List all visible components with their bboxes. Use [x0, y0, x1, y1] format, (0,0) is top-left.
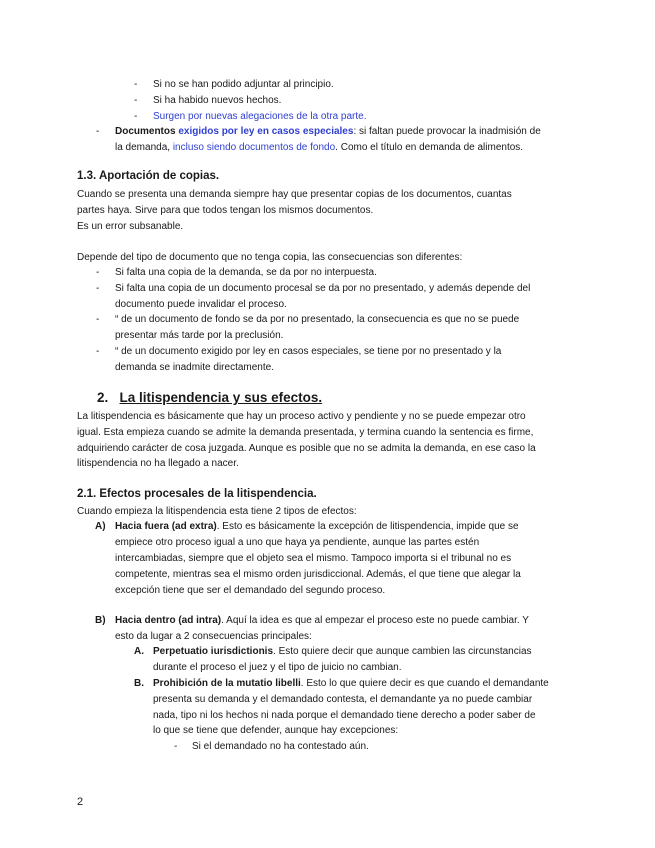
- list-item: Documentos exigidos por ley en casos especiales: si faltan puede provocar la inadmisión de: [115, 126, 541, 137]
- list-item-continuation: empiece otro proceso igual a uno que haya ya pendiente, aunque las partes estén: [115, 537, 480, 548]
- list-dash: -: [96, 267, 100, 278]
- list-item-continuation: esto da lugar a 2 consecuencias principales:: [115, 631, 312, 642]
- list-item: “ de un documento exigido por ley en casos especiales, se tiene por no presentado y la: [115, 346, 502, 357]
- list-dash: -: [134, 111, 138, 122]
- list-item-continuation: demanda se inadmite directamente.: [115, 362, 274, 373]
- list-item: Si falta una copia de la demanda, se da por no interpuesta.: [115, 267, 377, 278]
- paragraph-line: Cuando empieza la litispendencia esta tiene 2 tipos de efectos:: [77, 506, 357, 517]
- section-heading: 1.3. Aportación de copias.: [77, 170, 220, 182]
- list-item-continuation: durante el proceso el juez y el tipo de juicio no cambian.: [153, 662, 402, 673]
- list-dash: -: [174, 741, 178, 752]
- list-marker: A): [95, 521, 106, 532]
- paragraph-line: litispendencia no ha llegado a nacer.: [77, 458, 239, 469]
- list-item: Prohibición de la mutatio libelli. Esto lo que quiere decir es que cuando el demandante: [153, 678, 549, 689]
- list-item: Hacia fuera (ad extra). Esto es básicamente la excepción de litispendencia, impide que se: [115, 521, 519, 532]
- list-item: Surgen por nuevas alegaciones de la otra parte.: [153, 111, 367, 122]
- paragraph-line: Es un error subsanable.: [77, 221, 184, 232]
- list-marker: B): [95, 615, 106, 626]
- list-dash: -: [96, 314, 100, 325]
- list-dash: -: [96, 346, 100, 357]
- list-item-continuation: lo que se tiene que defender, aunque hay excepciones:: [153, 725, 399, 736]
- list-dash: -: [96, 126, 100, 137]
- list-dash: -: [96, 283, 100, 294]
- list-item-continuation: nada, tipo ni los hechos ni nada porque el demandado tiene derecho a poder saber de: [153, 710, 536, 721]
- list-item-continuation: presenta su demanda y el demandado contesta, el demandante ya no puede cambiar: [153, 694, 533, 705]
- paragraph-line: La litispendencia es básicamente que hay un proceso activo y pendiente y no se puede empezar otro: [77, 411, 526, 422]
- list-item-continuation: presentar más tarde por la preclusión.: [115, 330, 284, 341]
- list-item: Si el demandado no ha contestado aún.: [192, 741, 369, 752]
- section-heading: 2.1. Efectos procesales de la litispendencia.: [77, 488, 317, 500]
- list-dash: -: [134, 95, 138, 106]
- page-number: 2: [77, 796, 84, 808]
- paragraph-line: igual. Esta empieza cuando se admite la demanda presentada, y termina cuando la sentencia es firme,: [77, 427, 534, 438]
- list-item-continuation: competente, mientras sea el mismo orden jurisdiccional. Además, el que tiene que alegar la: [115, 569, 521, 580]
- paragraph-line: partes haya. Sirve para que todos tengan los mismos documentos.: [77, 205, 374, 216]
- paragraph-line: Cuando se presenta una demanda siempre hay que presentar copias de los documentos, cuantas: [77, 189, 512, 200]
- paragraph-line: adquiriendo carácter de cosa juzgada. Aunque es posible que no se admita la demanda, en ese caso la: [77, 443, 536, 454]
- paragraph-line: Depende del tipo de documento que no tenga copia, las consecuencias son diferentes:: [77, 252, 463, 263]
- list-item: Hacia dentro (ad intra). Aquí la idea es que al empezar el proceso este no puede cambiar. Y: [115, 615, 529, 626]
- list-item: Si no se han podido adjuntar al principio.: [153, 79, 334, 90]
- list-dash: -: [134, 79, 138, 90]
- list-item: Perpetuatio iurisdictionis. Esto quiere decir que aunque cambien las circunstancias: [153, 646, 532, 657]
- list-marker: A.: [134, 646, 144, 657]
- list-item-continuation: documento puede invalidar el proceso.: [115, 299, 287, 310]
- section-heading: 2. La litispendencia y sus efectos.: [97, 390, 323, 405]
- list-item-continuation: intercambiadas, siempre que el objeto sea el mismo. Tampoco importa si el tribunal no es: [115, 553, 512, 564]
- list-item: “ de un documento de fondo se da por no presentado, la consecuencia es que no se puede: [115, 314, 520, 325]
- list-item: Si falta una copia de un documento procesal se da por no presentado, y además depende del: [115, 283, 531, 294]
- list-item-continuation: la demanda, incluso siendo documentos de fondo. Como el título en demanda de alimentos.: [115, 142, 524, 153]
- list-item-continuation: excepción tiene que ser el demandado del segundo proceso.: [115, 585, 386, 596]
- list-marker: B.: [134, 678, 144, 689]
- list-item: Si ha habido nuevos hechos.: [153, 95, 282, 106]
